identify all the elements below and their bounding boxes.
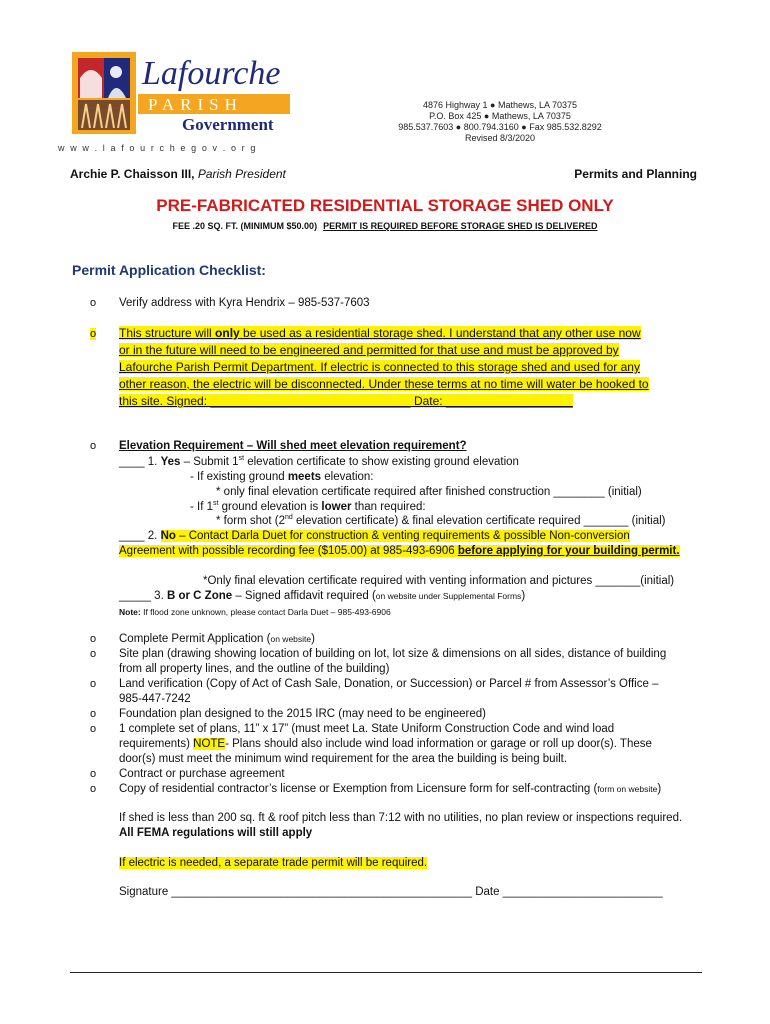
flood-zone-note: Note: If flood zone unknown, please contact Darla Duet – 985-493-6906 bbox=[119, 607, 391, 617]
agreement-date-line[interactable]: Date: ___________________ bbox=[410, 394, 573, 408]
revised-date: Revised 8/3/2020 bbox=[464, 133, 536, 143]
bullet-icon: o bbox=[90, 678, 97, 690]
bullet-icon: o bbox=[90, 783, 97, 795]
bullet-icon: o bbox=[90, 633, 97, 645]
logo-parish: PARISH bbox=[148, 95, 243, 114]
bullet-icon: o bbox=[90, 648, 97, 660]
req-contract: Contract or purchase agreement bbox=[119, 768, 285, 780]
elevation-meets: - If existing ground meets elevation: bbox=[190, 471, 374, 483]
website-url[interactable]: w w w . l a f o u r c h e g o v . o r g bbox=[58, 143, 257, 153]
storage-agreement: This structure will only be used as a residential storage shed. I understand that any other use now or in the future will need to be engineered and permitted for that use and must be approved by Lafourche Parish Permit Department. If electric is connected to this storage shed and used for any other reason, the electric will be disconnected. Under these terms at no time will water be hooked to this site. Signed: ______________________________ Date: ___________________ bbox=[119, 326, 649, 408]
elevation-yes: ____ 1. Yes – Submit 1st elevation certificate to show existing ground elevation bbox=[119, 455, 519, 468]
elevation-bc-zone: _____ 3. B or C Zone – Signed affidavit required (on website under Supplemental Forms) bbox=[119, 590, 526, 602]
venting-note: *Only final elevation certificate required with venting information and pictures _______(initial) bbox=[203, 575, 675, 587]
agreement-signature-line[interactable]: Signed: ______________________________ bbox=[163, 394, 411, 408]
req-plans-note: requirements) NOTE- Plans should also include wind load information or garage or roll up door(s). These bbox=[119, 738, 652, 750]
bullet-icon: o bbox=[90, 708, 97, 720]
logo-government: Government bbox=[182, 115, 274, 134]
req-site-plan: Site plan (drawing showing location of building on lot, lot size & dimensions on all sides, distance of building bbox=[119, 648, 667, 660]
elevation-no-line2: Agreement with possible recording fee ($105.00) at 985-493-6906 before applying for your building permit. bbox=[119, 545, 680, 557]
bullet-icon: o bbox=[90, 328, 97, 340]
bullet-icon: o bbox=[90, 723, 97, 735]
bullet-icon: o bbox=[90, 297, 97, 309]
address-line-1: 4876 Highway 1 ● Mathews, LA 70375 bbox=[422, 100, 578, 110]
req-foundation-plan: Foundation plan designed to the 2015 IRC (may need to be engineered) bbox=[119, 708, 486, 720]
logo-word: Lafourche bbox=[142, 55, 281, 92]
address-line-2: P.O. Box 425 ● Mathews, LA 70375 bbox=[429, 111, 571, 121]
phone-line: 985.537.7603 ● 800.794.3160 ● Fax 985.532.8292 bbox=[398, 122, 602, 132]
req-site-plan-cont: from all property lines, and the outline of the building) bbox=[119, 663, 390, 675]
department-name: Permits and Planning bbox=[574, 167, 697, 181]
fee-line: FEE .20 SQ. FT. (MINIMUM $50.00) PERMIT IS REQUIRED BEFORE STORAGE SHED IS DELIVERED bbox=[172, 221, 598, 231]
verify-address: Verify address with Kyra Hendrix – 985-537-7603 bbox=[119, 297, 370, 309]
lafourche-parish-logo bbox=[72, 48, 304, 144]
req-land-verification: Land verification (Copy of Act of Cash Sale, Donation, or Succession) or Parcel # from Assessor’s Office – bbox=[119, 678, 659, 690]
electric-note: If electric is needed, a separate trade permit will be required. bbox=[119, 857, 428, 869]
signature-line[interactable]: Signature _______________________________________________ Date _________________________ bbox=[119, 886, 663, 898]
small-shed-note: If shed is less than 200 sq. ft & roof pitch less than 7:12 with no utilities, no plan review or inspections required. bbox=[119, 812, 683, 824]
req-license: Copy of residential contractor’s license or Exemption from Licensure form for self-contracting (form on website) bbox=[119, 783, 662, 795]
req-plans-cont: door(s) must meet the minimum wind requirement for the area the building is being built. bbox=[119, 753, 568, 765]
bullet-icon: o bbox=[90, 440, 97, 452]
checklist-heading: Permit Application Checklist: bbox=[72, 262, 266, 278]
elevation-lower: - If 1st ground elevation is lower than required: bbox=[190, 500, 426, 513]
req-land-phone: 985-447-7242 bbox=[119, 693, 191, 705]
req-permit-application: Complete Permit Application (on website) bbox=[119, 633, 315, 645]
bullet-icon: o bbox=[90, 768, 97, 780]
elevation-lower-detail: * form shot (2nd elevation certificate) & final elevation certificate required _______ (initial) bbox=[216, 514, 666, 527]
elevation-heading: Elevation Requirement – Will shed meet elevation requirement? bbox=[119, 440, 467, 452]
parish-president: Archie P. Chaisson III, Parish President bbox=[70, 167, 286, 181]
req-plans: 1 complete set of plans, 11” x 17” (must meet La. State Uniform Construction Code and wind load bbox=[119, 723, 615, 735]
fema-note: All FEMA regulations will still apply bbox=[119, 827, 313, 839]
page-title: PRE-FABRICATED RESIDENTIAL STORAGE SHED ONLY bbox=[156, 196, 614, 215]
elevation-no: ____ 2. No – Contact Darla Duet for construction & venting requirements & possible Non-conversion bbox=[119, 530, 630, 542]
bottom-divider bbox=[70, 972, 702, 973]
elevation-meets-detail: * only final elevation certificate required after finished construction ________ (initial) bbox=[216, 486, 642, 498]
